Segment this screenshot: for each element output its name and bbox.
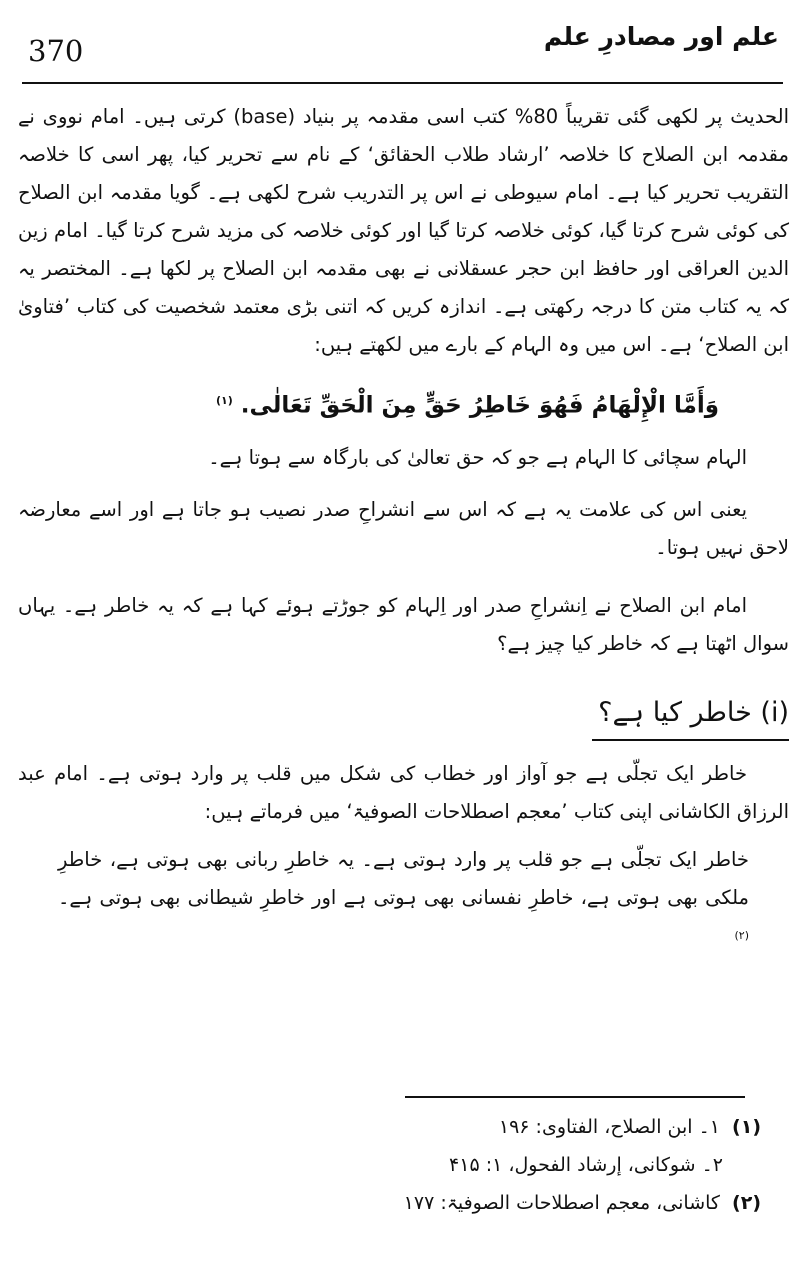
footnote-text: ۲۔ شوکانی، إرشاد الفحول، ۱: ۴۱۵	[449, 1154, 723, 1176]
page-number: 370	[28, 34, 84, 68]
book-title: علم اور مصادرِ علم	[543, 22, 779, 51]
khatir-quote	[18, 841, 789, 960]
page-header	[22, 10, 783, 84]
translation-paragraph: الہام سچائی کا الہام ہے جو کہ حق تعالیٰ کی بارگاہ سے ہوتا ہے۔	[208, 445, 747, 469]
footnote-ref-2: (۲)	[734, 928, 749, 942]
section-heading-wrap	[18, 663, 789, 741]
khatir-quote-text: خاطر ایک تجلّی ہے جو قلب پر وارد ہوتی ہے۔ یہ خاطرِ ربانی بھی ہوتی ہے، خاطرِ ملکی بھی ہوتی ہے، خاطرِ نفسانی بھی ہوتی ہے اور خاطرِ شیطانی بھی ہوتی ہے۔	[58, 847, 749, 909]
footnote-1-part-2	[40, 1146, 761, 1184]
footnote-2	[40, 1184, 761, 1222]
footnote-number: (۲)	[732, 1192, 761, 1214]
khatir-paragraph: خاطر ایک تجلّی ہے جو آواز اور خطاب کی شکل میں قلب پر وارد ہوتی ہے۔ امام عبد الرزاق الکاشانی اپنی کتاب ’معجم اصطلاحات الصوفیۃ‘ میں فرماتے ہیں:	[18, 761, 789, 823]
intro-paragraph: الحدیث پر لکھی گئی تقریباً 80% کتب اسی مقدمہ پر بنیاد (base) کرتی ہیں۔ امام نووی نے مقدمہ ابن الصلاح کا خلاصہ ’ارشاد طلاب الحقائق‘ کے نام سے تحریر کیا، پھر اسی کا خلاصہ التقریب تحریر کیا ہے۔ امام سیوطی نے اس پر التدریب شرح لکھی ہے۔ گویا مقدمہ ابن الصلاح کی کوئی شرح کرتا گیا، کوئی خلاصہ کرتا گیا اور کوئی خلاصہ کی مزید شرح کرتا گیا۔ امام زین الدین العراقی اور حافظ ابن حجر عسقلانی نے بھی مقدمہ ابن الصلاح پر لکھا ہے۔ المختصر یہ کہ یہ کتاب متن کا درجہ رکھتی ہے۔ اندازہ کریں کہ اتنی بڑی معتمد شخصیت کی کتاب ’فتاویٰ ابن الصلاح‘ ہے۔ اس میں وہ الہام کے بارے میں لکھتے ہیں:	[18, 105, 789, 356]
footnote-text: ۱۔ ابن الصلاح، الفتاوی: ۱۹۶	[498, 1116, 720, 1138]
main-text	[18, 98, 789, 959]
footnote-1	[40, 1108, 761, 1146]
footnote-text: کاشانی، معجم اصطلاحات الصوفیۃ: ۱۷۷	[403, 1192, 720, 1214]
imam-paragraph: امام ابن الصلاح نے اِنشراحِ صدر اور اِلہام کو جوڑتے ہوئے کہا ہے کہ یہ خاطر ہے۔ یہاں سوال اٹھتا ہے کہ خاطر کیا چیز ہے؟	[18, 593, 789, 655]
arabic-quote	[18, 382, 789, 425]
section-heading: (i) خاطر کیا ہے؟	[592, 693, 789, 741]
arabic-quote-text: وَأَمَّا الْإِلْهَامُ فَهُوَ خَاطِرُ حَقٍّ مِنَ الْحَقِّ تَعَالٰی.	[240, 392, 719, 419]
footnote-ref-1: (۱)	[215, 394, 233, 407]
footnote-number: (۱)	[732, 1116, 761, 1138]
footnote-divider	[405, 1096, 745, 1098]
sign-paragraph: یعنی اس کی علامت یہ ہے کہ اس سے انشراحِ صدر نصیب ہو جاتا ہے اور اسے معارضہ لاحق نہیں ہوتا۔	[18, 497, 789, 559]
footnotes	[40, 1108, 761, 1222]
